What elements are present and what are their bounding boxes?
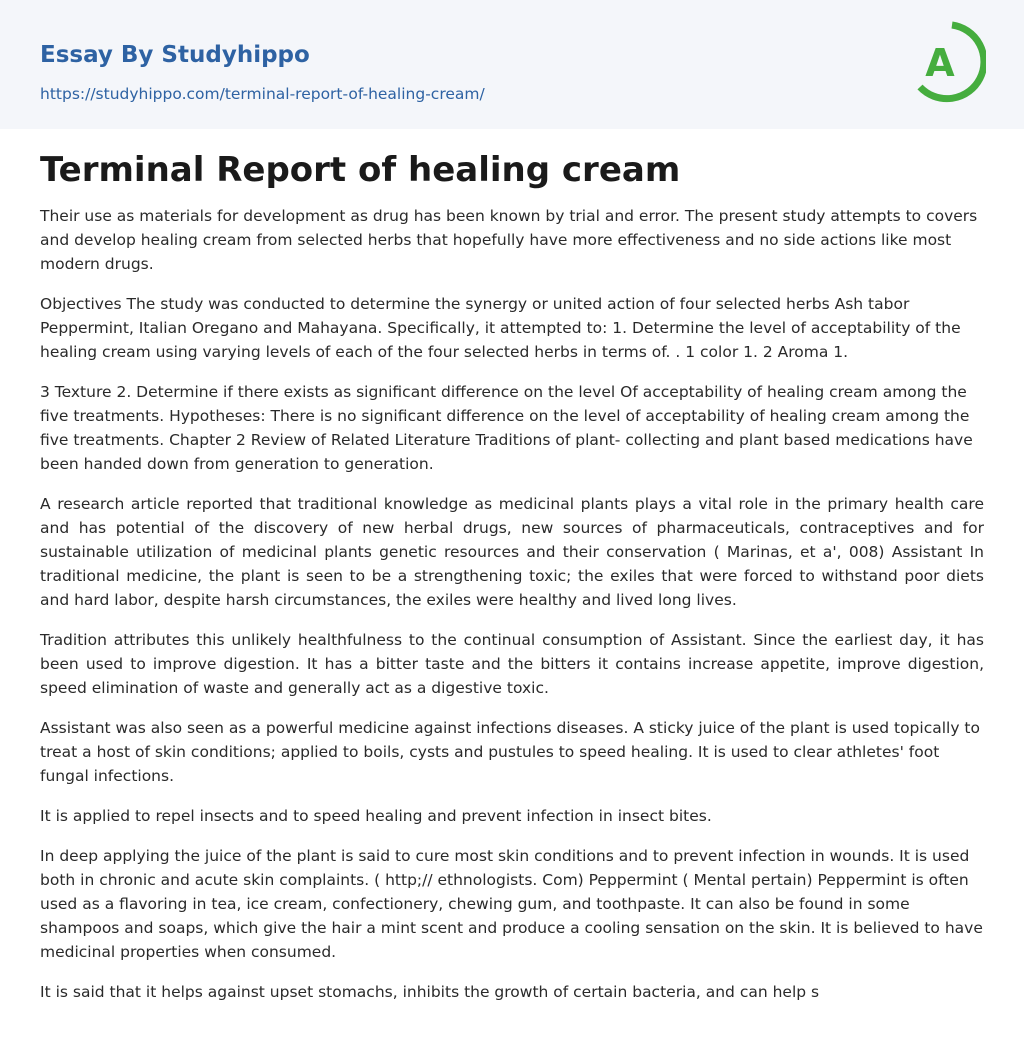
article-paragraph: Tradition attributes this unlikely healthfulness to the continual consumption of Assistant. Since the earliest day, it has been used to improve digestion. It has a bitter taste and the bitters it contains increase appetite, improve digestion, speed elimination of waste and generally act as a digestive toxic.: [40, 631, 984, 697]
article-paragraph: It is applied to repel insects and to speed healing and prevent infection in insect bites.: [40, 807, 712, 825]
article-title: Terminal Report of healing cream: [40, 150, 681, 190]
studyhippo-logo-icon[interactable]: [912, 19, 986, 105]
page-url-link[interactable]: https://studyhippo.com/terminal-report-of-healing-cream/: [40, 85, 485, 103]
site-header: [0, 0, 1024, 129]
article-paragraph: Assistant was also seen as a powerful medicine against infections diseases. A sticky juice of the plant is used topically to treat a host of skin conditions; applied to boils, cysts and pustules to speed healing. It is used to clear athletes' foot fungal infections.: [40, 719, 980, 785]
article-paragraph: It is said that it helps against upset stomachs, inhibits the growth of certain bacteria, and can help s: [40, 983, 820, 1001]
article-paragraph: In deep applying the juice of the plant is said to cure most skin conditions and to prevent infection in wounds. It is used both in chronic and acute skin complaints. ( http;// ethnologists. Com) Peppermint ( Mental pertain) Peppermint is often used as a flavoring in tea, ice cream, confectionery, chewing gum, and toothpaste. It can also be found in some shampoos and soaps, which give the hair a mint scent and produce a cooling sensation on the skin. It is believed to have medicinal properties when consumed.: [40, 847, 983, 961]
article-paragraph: A research article reported that traditional knowledge as medicinal plants plays a vital role in the primary health care and has potential of the discovery of new herbal drugs, new sources of pharmaceuticals, contraceptives and for sustainable utilization of medicinal plants genetic resources and their conservation ( Marinas, et a', 008) Assistant In traditional medicine, the plant is seen to be a strengthening toxic; the exiles that were forced to withstand poor diets and hard labor, despite harsh circumstances, the exiles were healthy and lived long lives.: [40, 495, 984, 609]
article-paragraph: Objectives The study was conducted to determine the synergy or united action of four selected herbs Ash tabor Peppermint, Italian Oregano and Mahayana. Specifically, it attempted to: 1. Determine the level of acceptability of the healing cream using varying levels of each of the four selected herbs in terms of. . 1 color 1. 2 Aroma 1.: [40, 295, 961, 361]
article: [0, 129, 1024, 1004]
article-paragraph: Their use as materials for development as drug has been known by trial and error. The present study attempts to covers and develop healing cream from selected herbs that hopefully have more effectiveness and no side actions like most modern drugs.: [40, 207, 978, 273]
logo-letter: A: [925, 41, 955, 85]
site-brand[interactable]: Essay By Studyhippo: [40, 42, 310, 68]
article-paragraph: 3 Texture 2. Determine if there exists as significant difference on the level Of acceptability of healing cream among the five treatments. Hypotheses: There is no significant difference on the level of acceptability of healing cream among the five treatments. Chapter 2 Review of Related Literature Traditions of plant- collecting and plant based medications have been handed down from generation to generation.: [40, 383, 973, 473]
